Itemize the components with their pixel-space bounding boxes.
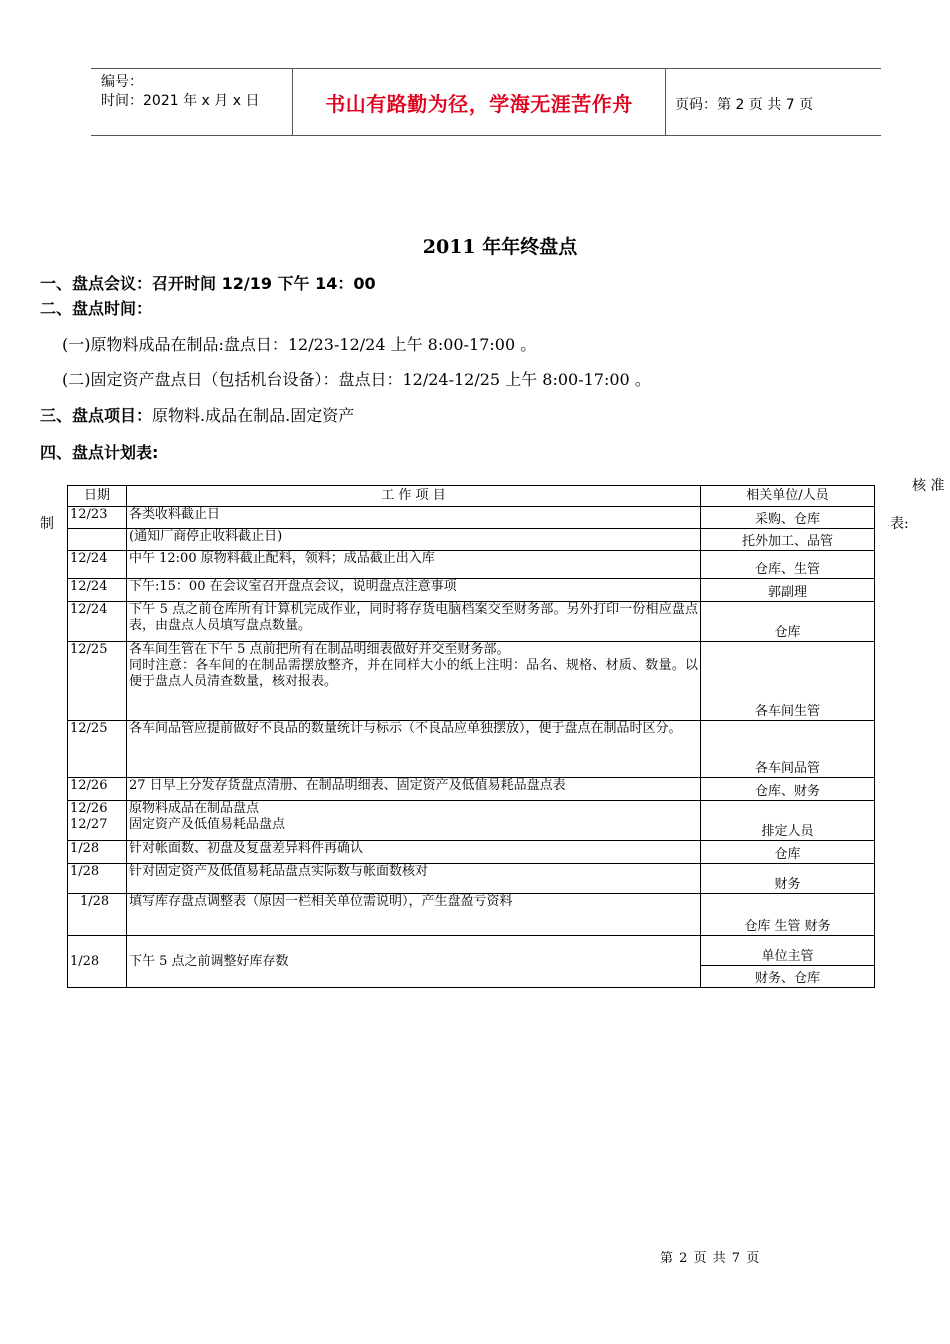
document-title: 2011 年年终盘点 [422,236,578,258]
row-item: 填写库存盘点调整表（原因一栏相关单位需说明），产生盘盈亏资料 [127,894,701,936]
row-date: 12/25 [68,642,127,721]
table-row [68,778,875,801]
row-item: 各车间生管在下午 5 点前把所有在制品明细表做好并交至财务部。 同时注意：各车间的在制品需摆放整齐，并在同样大小的纸上注明：品名、规格、材质、数量。以便于盘点人员清查数量，核对报表。 [127,642,701,721]
header-divider-right [665,68,666,135]
row-unit: 各车间生管 [701,642,875,721]
section-plan [40,440,158,463]
section-items [40,403,354,426]
header-work-item: 工 作 项 目 [127,486,701,507]
row-item: 下午 5 点之前调整好库存数 [127,936,701,988]
table-row [68,579,875,602]
row-unit: 仓库 生管 财务 [701,894,875,936]
header-motto: 书山有路勤为径，学海无涯苦作舟 [325,92,633,116]
table-row [68,841,875,864]
row-unit: 仓库、财务 [701,778,875,801]
row-item: 针对帐面数、初盘及复盘差异料件再确认 [127,841,701,864]
side-label-right-top: 核 准 [912,478,945,494]
header-top-rule [91,68,881,69]
side-label-left: 制 [40,516,54,532]
table-row [68,602,875,642]
section-meeting-text: 召开时间 12/19 下午 14：00 [152,274,376,293]
time-label: 时间：2021 年 x 月 x 日 [101,93,260,109]
row-unit: 各车间品管 [701,721,875,778]
table-row [68,507,875,529]
section-plan-heading: 四、盘点计划表: [40,443,159,462]
serial-label: 编号： [101,74,143,90]
row-item: (通知厂商停止收料截止日) [127,529,701,551]
side-label-right-bottom: 表: [890,516,909,532]
row-unit: 仓库 [701,841,875,864]
row-date: 1/28 [68,936,127,988]
row-unit: 仓库 [701,602,875,642]
row-item: 中午 12:00 原物料截止配料，领料；成品截止出入库 [127,551,701,579]
row-date: 12/25 [68,721,127,778]
section-items-text: 原物料.成品在制品.固定资产 [152,406,355,425]
row-unit: 托外加工、品管 [701,529,875,551]
inventory-plan-table [67,485,875,988]
row-item: 下午:15：00 在会议室召开盘点会议，说明盘点注意事项 [127,579,701,602]
row-item: 下午 5 点之前仓库所有计算机完成作业，同时将存货电脑档案交至财务部。另外打印一份相应盘点表，由盘点人员填写盘点数量。 [127,602,701,642]
section-meeting-heading: 一、盘点会议： [40,274,153,293]
row-date [68,529,127,551]
row-item: 针对固定资产及低值易耗品盘点实际数与帐面数核对 [127,864,701,894]
row-date: 12/23 [68,507,127,529]
row-item: 各车间品管应提前做好不良品的数量统计与标示（不良品应单独摆放），便于盘点在制品时区分。 [127,721,701,778]
row-item: 27 日早上分发存货盘点清册、在制品明细表、固定资产及低值易耗品盘点表 [127,778,701,801]
table-row [68,936,875,966]
section-meeting [40,271,376,294]
section-items-heading: 三、盘点项目： [40,406,153,425]
page-indicator: 页码：第 2 页 共 7 页 [675,97,814,113]
table-header-row [68,486,875,507]
row-item: 各类收料截止日 [127,507,701,529]
row-unit: 财务 [701,864,875,894]
time-item-assets: (二)固定资产盘点日（包括机台设备）：盘点日：12/24-12/25 上午 8:00-17:00 。 [62,370,651,389]
row-date: 1/28 [68,841,127,864]
section-time-heading: 二、盘点时间： [40,299,153,318]
row-date: 12/24 [68,579,127,602]
table-row [68,721,875,778]
table-row [68,529,875,551]
header-unit: 相关单位/人员 [701,486,875,507]
header-bottom-rule [91,135,881,136]
table-row [68,642,875,721]
row-unit: 单位主管 [701,936,875,966]
row-item: 原物料成品在制品盘点 固定资产及低值易耗品盘点 [127,801,701,841]
section-time [40,296,152,319]
row-unit-secondary: 财务、仓库 [701,966,875,988]
header-divider-left [292,68,293,135]
table-row [68,551,875,579]
page-footer: 第 2 页 共 7 页 [660,1251,761,1266]
row-unit: 采购、仓库 [701,507,875,529]
time-item-materials: (一)原物料成品在制品:盘点日：12/23-12/24 上午 8:00-17:00 。 [62,335,537,354]
header-date: 日期 [68,486,127,507]
row-date: 12/26 12/27 [68,801,127,841]
row-unit: 仓库、生管 [701,551,875,579]
row-date: 12/24 [68,602,127,642]
row-unit: 排定人员 [701,801,875,841]
row-date: 1/28 [68,894,127,936]
row-date: 12/26 [68,778,127,801]
table-row [68,894,875,936]
row-date: 12/24 [68,551,127,579]
table-row [68,801,875,841]
row-unit: 郭副理 [701,579,875,602]
table-row [68,864,875,894]
row-date: 1/28 [68,864,127,894]
